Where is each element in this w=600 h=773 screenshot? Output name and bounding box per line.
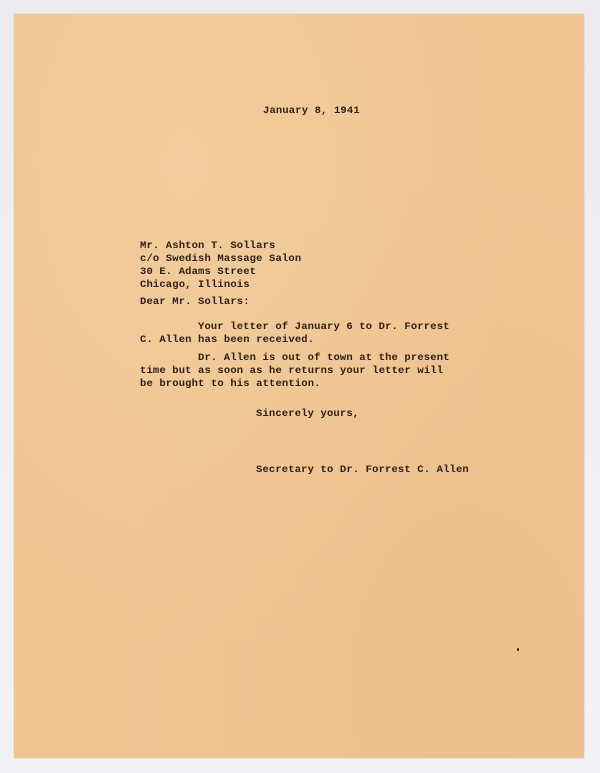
complimentary-closing: Sincerely yours, bbox=[256, 408, 360, 420]
ink-speck bbox=[517, 648, 519, 651]
signature-line: Secretary to Dr. Forrest C. Allen bbox=[256, 464, 469, 476]
body-paragraph-1-line-2: C. Allen has been received. bbox=[140, 334, 315, 346]
body-paragraph-2-line-1: Dr. Allen is out of town at the present bbox=[198, 352, 450, 364]
recipient-company: c/o Swedish Massage Salon bbox=[140, 253, 302, 265]
letter-date: January 8, 1941 bbox=[263, 105, 360, 117]
recipient-name: Mr. Ashton T. Sollars bbox=[140, 240, 276, 252]
body-paragraph-1-line-1: Your letter of January 6 to Dr. Forrest bbox=[198, 321, 450, 333]
salutation: Dear Mr. Sollars: bbox=[140, 296, 250, 308]
recipient-street: 30 E. Adams Street bbox=[140, 266, 257, 278]
body-paragraph-2-line-2: time but as soon as he returns your letter will bbox=[140, 365, 444, 377]
body-paragraph-2-line-3: be brought to his attention. bbox=[140, 378, 321, 390]
recipient-city: Chicago, Illinois bbox=[140, 279, 250, 291]
